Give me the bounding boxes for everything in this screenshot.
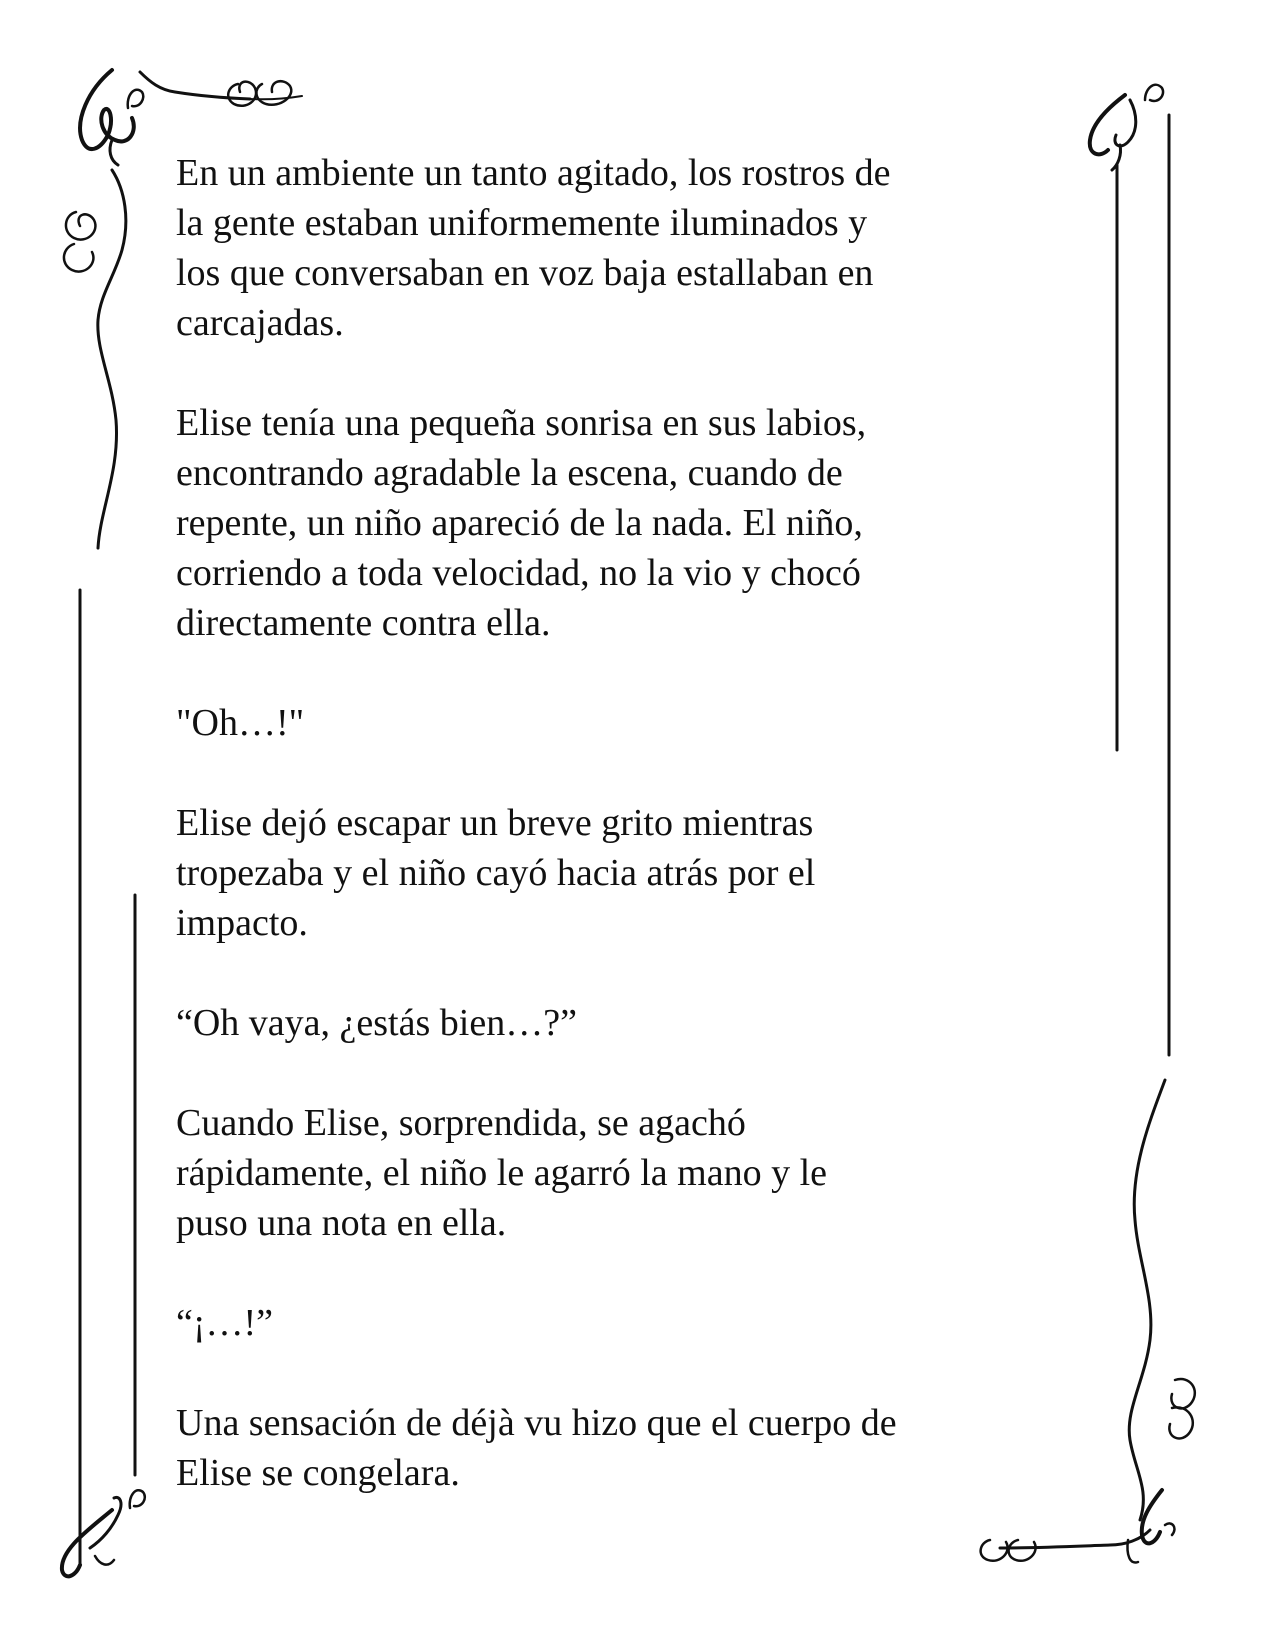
paragraph: Cuando Elise, sorprendida, se agachó rápidamente, el niño le agarró la mano y le puso una nota en ella. xyxy=(176,1102,828,1244)
paragraph: Una sensación de déjà vu hizo que el cuerpo de Elise se congelara. xyxy=(176,1402,897,1494)
dialogue-line: “Oh vaya, ¿estás bien…?” xyxy=(176,1002,577,1044)
bottom-left-flourish xyxy=(62,1490,145,1576)
story-text xyxy=(176,148,1121,1498)
paragraph: Elise tenía una pequeña sonrisa en sus labios, encontrando agradable la escena, cuando de repente, un niño apareció de la nada. El niño, corriendo a toda velocidad, no la vio y chocó directamente contra ella. xyxy=(176,402,867,644)
paragraph: En un ambiente un tanto agitado, los rostros de la gente estaban uniformemente iluminados y los que conversaban en voz baja estallaban en carcajadas. xyxy=(176,152,891,344)
dialogue-line: “¡…!” xyxy=(176,1302,274,1344)
dialogue-line: "Oh…!" xyxy=(176,702,305,744)
paragraph: Elise dejó escapar un breve grito mientras tropezaba y el niño cayó hacia atrás por el impacto. xyxy=(176,802,816,944)
